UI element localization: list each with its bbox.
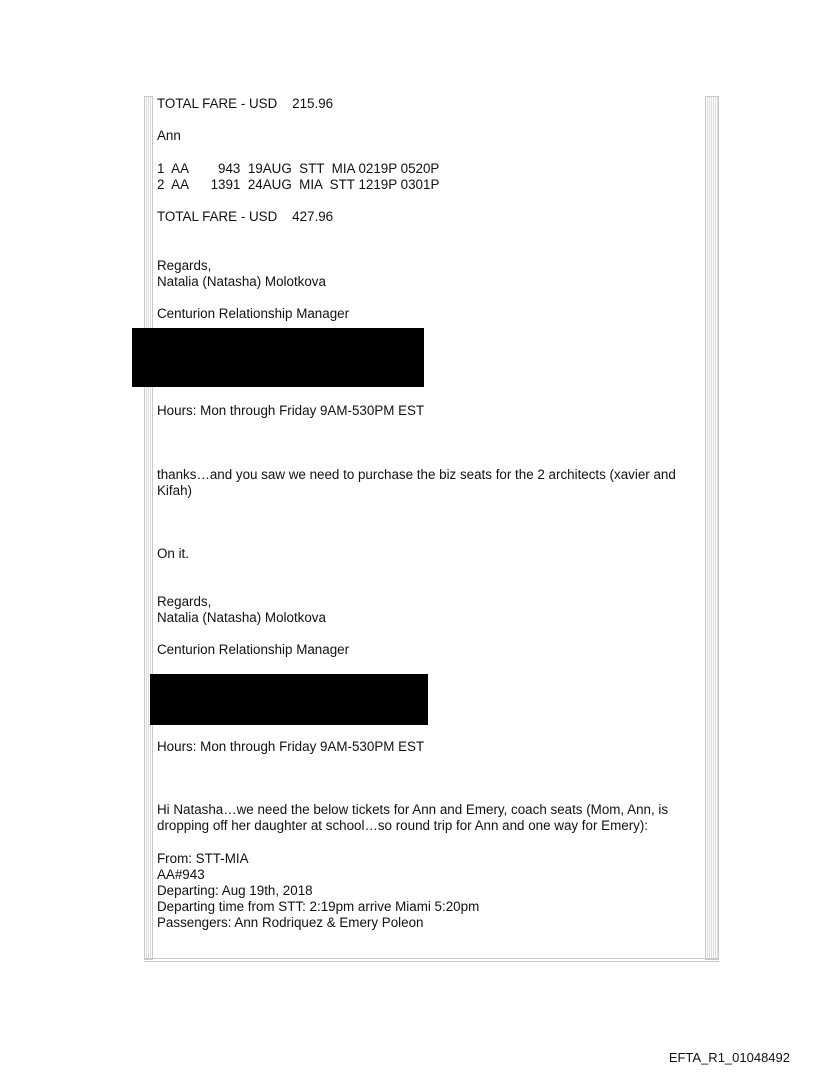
flight-times: Departing time from STT: 2:19pm arrive Miami 5:20pm xyxy=(157,899,480,914)
signature-name: Natalia (Natasha) Molotkova xyxy=(157,610,326,625)
email-frame-left xyxy=(144,96,153,960)
total-fare-line: TOTAL FARE - USD 427.96 xyxy=(157,209,334,224)
signature-regards: Regards, xyxy=(157,258,212,273)
redaction-block xyxy=(150,674,428,725)
email-frame-bottom xyxy=(144,958,719,962)
document-id: EFTA_R1_01048492 xyxy=(668,1050,790,1065)
signature-title: Centurion Relationship Manager xyxy=(157,306,350,321)
request-message: Hi Natasha…we need the below tickets for Ann and Emery, coach seats (Mom, Ann, is dropping off her daughter at school…so round trip for Ann and one way for Emery): xyxy=(157,802,669,833)
signature-regards: Regards, xyxy=(157,594,212,609)
signature-hours: Hours: Mon through Friday 9AM-530PM EST xyxy=(157,403,425,418)
flight-from: From: STT-MIA xyxy=(157,851,249,866)
flight-departing-date: Departing: Aug 19th, 2018 xyxy=(157,883,313,898)
total-fare-line: TOTAL FARE - USD 215.96 xyxy=(157,96,334,111)
reply-acknowledgement: On it. xyxy=(157,546,189,561)
redaction-block xyxy=(132,328,424,387)
passenger-name: Ann xyxy=(157,128,181,143)
signature-name: Natalia (Natasha) Molotkova xyxy=(157,274,326,289)
flight-passengers: Passengers: Ann Rodriquez & Emery Poleon xyxy=(157,915,424,930)
itinerary-row: 1 AA 943 19AUG STT MIA 0219P 0520P xyxy=(157,161,440,176)
email-frame-right xyxy=(705,96,719,960)
signature-title: Centurion Relationship Manager xyxy=(157,642,350,657)
signature-hours: Hours: Mon through Friday 9AM-530PM EST xyxy=(157,739,425,754)
itinerary-row: 2 AA 1391 24AUG MIA STT 1219P 0301P xyxy=(157,177,440,192)
flight-number: AA#943 xyxy=(157,867,205,882)
reply-message: thanks…and you saw we need to purchase the biz seats for the 2 architects (xavier and Kifah) xyxy=(157,467,676,498)
